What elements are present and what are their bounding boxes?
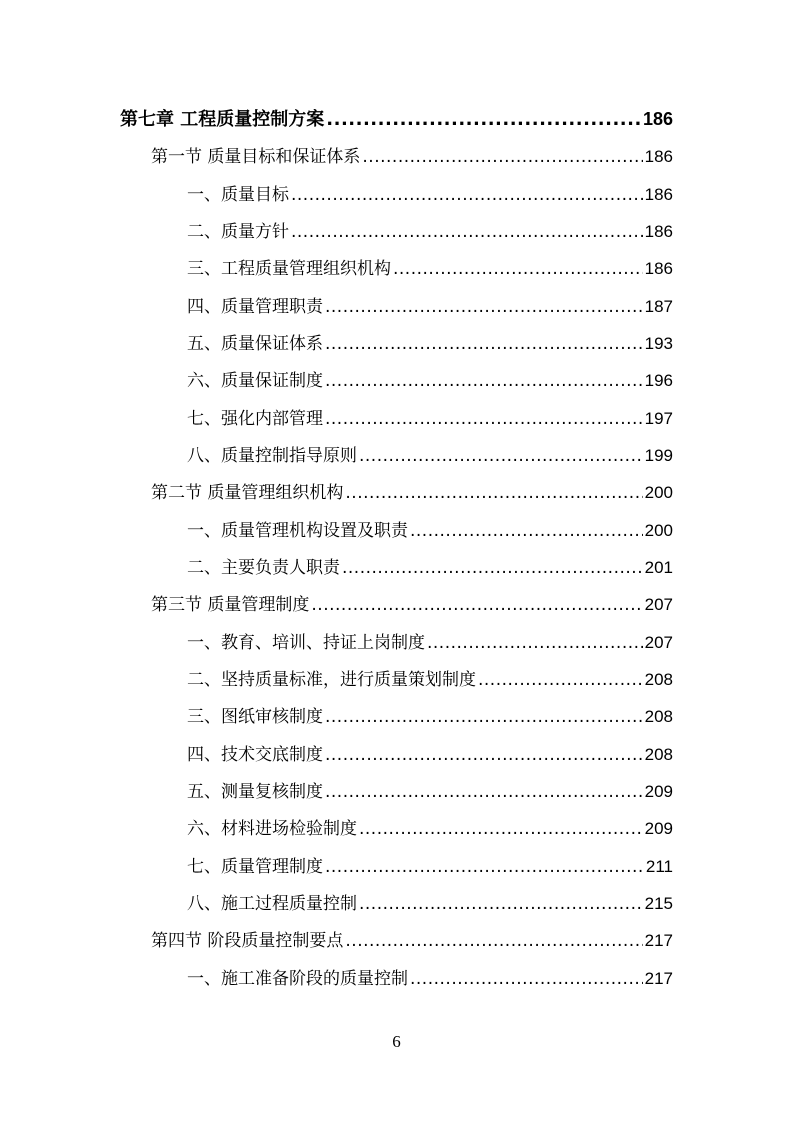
toc-entry-item[interactable] [187, 706, 673, 728]
toc-entry-page: 186 [644, 147, 673, 166]
toc-entry-title: 一、质量目标 [187, 185, 289, 205]
dot-leader [325, 706, 643, 728]
dot-leader [393, 258, 643, 280]
dot-leader [359, 818, 643, 840]
toc-entry-page: 200 [644, 483, 673, 502]
dot-leader [345, 930, 642, 952]
toc-entry-page: 207 [644, 633, 673, 652]
toc-entry-title: 七、强化内部管理 [187, 409, 323, 429]
toc-entry-title: 第一节 质量目标和保证体系 [151, 147, 361, 167]
dot-leader [311, 594, 642, 616]
toc-entry-page: 199 [644, 446, 673, 465]
toc-entry-title: 五、质量保证体系 [187, 334, 323, 354]
toc-entry-item[interactable] [187, 632, 673, 654]
toc-entry-title: 三、工程质量管理组织机构 [187, 259, 391, 279]
toc-entry-item[interactable] [187, 445, 673, 467]
toc-entry-item[interactable] [187, 856, 673, 878]
toc-entry-title: 第七章 工程质量控制方案 [120, 109, 325, 130]
dot-leader [325, 296, 643, 318]
toc-entry-page: 208 [644, 745, 673, 764]
toc-entry-section-2[interactable] [151, 482, 673, 504]
dot-leader [325, 781, 643, 803]
toc-entry-page: 197 [644, 409, 673, 428]
toc-entry-page: 193 [644, 334, 673, 353]
dot-leader [325, 370, 643, 392]
page-number: 6 [392, 1032, 401, 1051]
toc-entry-item[interactable] [187, 520, 673, 542]
toc-entry-item[interactable] [187, 818, 673, 840]
toc-entry-title: 第四节 阶段质量控制要点 [151, 931, 344, 951]
toc-entry-page: 196 [644, 371, 673, 390]
toc-entry-item[interactable] [187, 258, 673, 280]
toc-entry-page: 208 [644, 707, 673, 726]
toc-entry-title: 六、材料进场检验制度 [187, 819, 357, 839]
toc-entry-item[interactable] [187, 333, 673, 355]
toc-entry-page: 217 [644, 931, 673, 950]
toc-entry-title: 二、主要负责人职责 [187, 558, 340, 578]
toc-entry-title: 八、施工过程质量控制 [187, 894, 357, 914]
toc-entry-item[interactable] [187, 968, 673, 990]
dot-leader [325, 408, 643, 430]
toc-entry-title: 第三节 质量管理制度 [151, 595, 310, 615]
dot-leader [359, 445, 643, 467]
toc-entry-title: 七、质量管理制度 [187, 857, 323, 877]
toc-entry-title: 四、质量管理职责 [187, 297, 323, 317]
toc-entry-item[interactable] [187, 408, 673, 430]
toc-entry-page: 187 [644, 297, 673, 316]
toc-entry-item[interactable] [187, 370, 673, 392]
dot-leader [427, 632, 643, 654]
toc-entry-section-4[interactable] [151, 930, 673, 952]
toc-entry-page: 217 [644, 969, 673, 988]
toc-entry-page: 186 [644, 185, 673, 204]
toc-entry-title: 一、质量管理机构设置及职责 [187, 521, 408, 541]
dot-leader [291, 184, 643, 206]
dot-leader [478, 669, 643, 691]
dot-leader [326, 109, 641, 131]
toc-entry-item[interactable] [187, 781, 673, 803]
toc-entry-title: 二、质量方针 [187, 222, 289, 242]
toc-entry-section-1[interactable] [151, 146, 673, 168]
dot-leader [359, 893, 643, 915]
dot-leader [325, 744, 643, 766]
dot-leader [345, 482, 642, 504]
toc-entry-title: 三、图纸审核制度 [187, 707, 323, 727]
toc-entry-title: 二、坚持质量标准，进行质量策划制度 [187, 670, 476, 690]
dot-leader [325, 856, 644, 878]
toc-entry-item[interactable] [187, 221, 673, 243]
toc-entry-title: 一、教育、培训、持证上岗制度 [187, 633, 425, 653]
dot-leader [342, 557, 643, 579]
toc-entry-title: 第二节 质量管理组织机构 [151, 483, 344, 503]
dot-leader [410, 968, 643, 990]
toc-entry-item[interactable] [187, 296, 673, 318]
toc-entry-item[interactable] [187, 669, 673, 691]
toc-entry-page: 186 [644, 222, 673, 241]
toc-entry-title: 一、施工准备阶段的质量控制 [187, 969, 408, 989]
toc-entry-page: 209 [644, 782, 673, 801]
toc-entry-page: 186 [642, 109, 673, 129]
toc-entry-item[interactable] [187, 744, 673, 766]
toc-entry-title: 六、质量保证制度 [187, 371, 323, 391]
toc-entry-page: 211 [645, 857, 673, 876]
dot-leader [291, 221, 643, 243]
toc-entry-page: 208 [644, 670, 673, 689]
toc-entry-item[interactable] [187, 893, 673, 915]
toc-entry-item[interactable] [187, 184, 673, 206]
toc-entry-section-3[interactable] [151, 594, 673, 616]
dot-leader [362, 146, 642, 168]
toc-entry-title: 八、质量控制指导原则 [187, 446, 357, 466]
toc-entry-page: 209 [644, 819, 673, 838]
dot-leader [410, 520, 643, 542]
toc-entry-page: 200 [644, 521, 673, 540]
toc-entry-page: 207 [644, 595, 673, 614]
dot-leader [325, 333, 643, 355]
toc-entry-title: 五、测量复核制度 [187, 782, 323, 802]
toc-entry-page: 215 [644, 894, 673, 913]
toc-entry-item[interactable] [187, 557, 673, 579]
toc-entry-chapter-7[interactable] [120, 108, 673, 131]
toc-entry-page: 186 [644, 259, 673, 278]
toc-entry-title: 四、技术交底制度 [187, 745, 323, 765]
toc-entry-page: 201 [644, 558, 673, 577]
